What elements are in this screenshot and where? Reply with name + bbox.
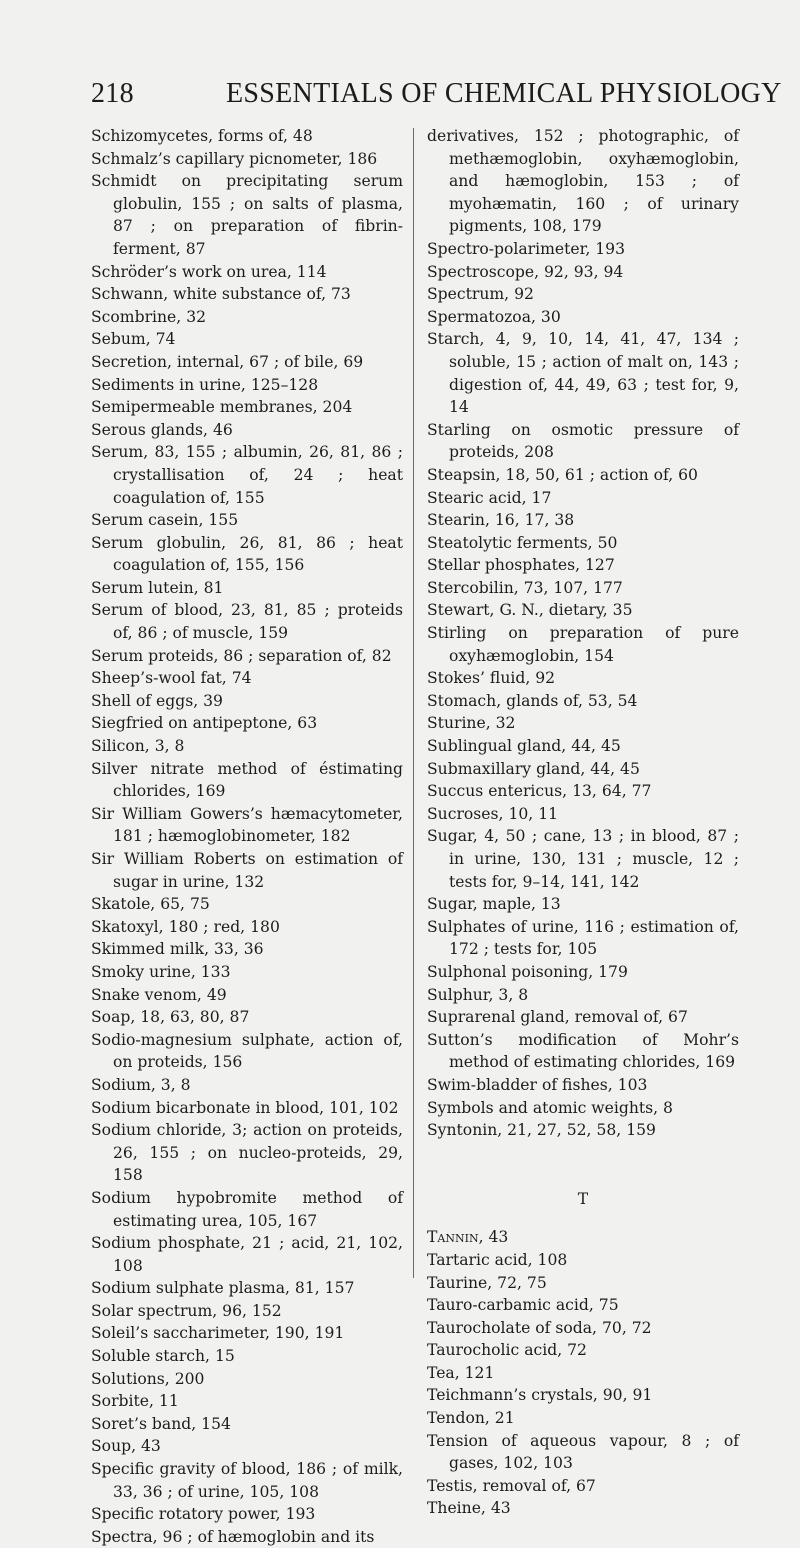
index-entry: Tendon, 21 (427, 1409, 515, 1428)
index-entry: Sutton’s modification of Mohr’s method of estimating chlorides, 169 (427, 1030, 739, 1072)
index-entry: Starch, 4, 9, 10, 14, 41, 47, 134 ; soluble, 15 ; action of malt on, 143 ; digestion of, 44, 49, 63 ; test for, 9, 14 (427, 330, 739, 417)
index-entry: Stewart, G. N., dietary, 35 (427, 601, 633, 620)
index-entry: Specific gravity of blood, 186 ; of milk, 33, 36 ; of urine, 105, 108 (91, 1460, 403, 1501)
index-entry: Silicon, 3, 8 (91, 737, 185, 756)
index-entry: Sir William Gowers’s hæmacytometer, 181 ; hæmoglobinometer, 182 (91, 804, 403, 846)
index-entry: Secretion, internal, 67 ; of bile, 69 (91, 352, 364, 371)
index-entry: Solar spectrum, 96, 152 (91, 1301, 282, 1320)
index-column-left (91, 125, 403, 1548)
index-entry: Solutions, 200 (91, 1369, 205, 1388)
running-header (0, 78, 800, 118)
index-entry: Sulphur, 3, 8 (427, 985, 529, 1004)
index-entry: Tartaric acid, 108 (427, 1250, 568, 1269)
index-entry: Sorbite, 11 (91, 1392, 179, 1411)
index-entry: Starling on osmotic pressure of proteids, 208 (427, 420, 739, 462)
index-entry: Scombrine, 32 (91, 307, 207, 326)
index-entry-head: Tannin (427, 1228, 479, 1247)
index-entry: Sugar, 4, 50 ; cane, 13 ; in blood, 87 ; in urine, 130, 131 ; muscle, 12 ; tests for, 9–14, 141, 142 (427, 827, 739, 891)
index-entry: Schwann, white substance of, 73 (91, 285, 351, 304)
index-entry: Sheep’s-wool fat, 74 (91, 669, 252, 688)
index-column-right (427, 125, 739, 1520)
index-entry: Soret’s band, 154 (91, 1414, 231, 1433)
index-entry: Stomach, glands of, 53, 54 (427, 691, 638, 710)
index-entry: Silver nitrate method of éstimating chlorides, 169 (91, 759, 403, 801)
index-entry: Schmidt on precipitating serum globulin, 155 ; on salts of plasma, 87 ; on preparation of fibrin-ferment, 87 (91, 172, 403, 258)
index-entry: Syntonin, 21, 27, 52, 58, 159 (427, 1121, 656, 1140)
index-entry: Serum proteids, 86 ; separation of, 82 (91, 646, 392, 665)
index-entry: Sodio-magnesium sulphate, action of, on proteids, 156 (91, 1030, 403, 1072)
index-entry: Sulphonal poisoning, 179 (427, 962, 628, 981)
index-entry: Taurine, 72, 75 (427, 1273, 547, 1292)
index-entry: Sodium phosphate, 21 ; acid, 21, 102, 108 (91, 1234, 403, 1275)
index-entry: Stearin, 16, 17, 38 (427, 511, 575, 530)
index-entry: Testis, removal of, 67 (427, 1476, 596, 1495)
page-number: 218 (91, 78, 134, 109)
index-entry: Siegfried on antipeptone, 63 (91, 714, 318, 733)
index-entry: Skatole, 65, 75 (91, 895, 210, 914)
index-entry: Soup, 43 (91, 1437, 161, 1456)
index-entry: Succus entericus, 13, 64, 77 (427, 782, 652, 801)
index-entry: Soleil’s saccharimeter, 190, 191 (91, 1324, 345, 1343)
index-entry: Serum casein, 155 (91, 511, 239, 530)
index-entry: Sturine, 32 (427, 714, 516, 733)
index-entry: Tension of aqueous vapour, 8 ; of gases, 102, 103 (427, 1431, 739, 1473)
index-entry: Spectrum, 92 (427, 285, 534, 304)
index-entry: Sir William Roberts on estimation of sugar in urine, 132 (91, 850, 403, 891)
section-letter-heading: T (577, 1189, 589, 1208)
index-entry: Smoky urine, 133 (91, 962, 231, 981)
index-entry: Skatoxyl, 180 ; red, 180 (91, 917, 280, 936)
index-entry: Skimmed milk, 33, 36 (91, 940, 264, 959)
index-entry: Snake venom, 49 (91, 985, 227, 1004)
index-entry: Semipermeable membranes, 204 (91, 398, 353, 417)
index-entry: Tauro-carbamic acid, 75 (427, 1296, 619, 1315)
index-entry: Spectra, 96 ; of hæmoglobin and its (91, 1527, 375, 1546)
index-entry: derivatives, 152 ; photographic, of methæmoglobin, oxyhæmoglobin, and hæmoglobin, 153 ; of myohæmatin, 160 ; of urinary pigments, 108, 179 (427, 127, 739, 236)
index-entry: Sodium, 3, 8 (91, 1075, 191, 1094)
index-entry: Submaxillary gland, 44, 45 (427, 759, 640, 778)
index-entry: Spectroscope, 92, 93, 94 (427, 262, 624, 281)
index-entry: Steapsin, 18, 50, 61 ; action of, 60 (427, 465, 698, 484)
index-entry: Tea, 121 (427, 1363, 495, 1382)
index-entry: Stearic acid, 17 (427, 488, 552, 507)
index-entry: Taurocholate of soda, 70, 72 (427, 1318, 652, 1337)
index-entry: Swim-bladder of fishes, 103 (427, 1075, 648, 1094)
index-entry: Schmalz’s capillary picnometer, 186 (91, 149, 378, 168)
index-entry: Sebum, 74 (91, 330, 176, 349)
index-entry: Shell of eggs, 39 (91, 691, 223, 710)
index-entry: Serous glands, 46 (91, 420, 233, 439)
index-entry: Serum globulin, 26, 81, 86 ; heat coagulation of, 155, 156 (91, 533, 403, 575)
index-entry: Sodium hypobromite method of estimating urea, 105, 167 (91, 1188, 403, 1230)
index-entry: Soluble starch, 15 (91, 1347, 235, 1366)
index-entry-pages: , 43 (478, 1228, 509, 1247)
index-entry: Sodium bicarbonate in blood, 101, 102 (91, 1098, 399, 1117)
index-entry: Theine, 43 (427, 1499, 511, 1518)
index-entry: Serum lutein, 81 (91, 578, 224, 597)
index-entry: Sodium chloride, 3; action on proteids, 26, 155 ; on nucleo-proteids, 29, 158 (91, 1121, 403, 1185)
index-entry: Serum, 83, 155 ; albumin, 26, 81, 86 ; crystallisation of, 24 ; heat coagulation of, 155 (91, 443, 403, 507)
index-entry: Soap, 18, 63, 80, 87 (91, 1008, 250, 1027)
index-entry: Teichmann’s crystals, 90, 91 (427, 1386, 653, 1405)
index-entry: Schizomycetes, forms of, 48 (91, 127, 313, 145)
index-entry: Sucroses, 10, 11 (427, 804, 559, 823)
index-entry: Stokes’ fluid, 92 (427, 669, 556, 688)
index-entry: Stellar phosphates, 127 (427, 556, 615, 575)
index-entry: Sodium sulphate plasma, 81, 157 (91, 1279, 355, 1298)
index-entry: Sediments in urine, 125–128 (91, 375, 319, 394)
index-entry: Schröder’s work on urea, 114 (91, 262, 327, 281)
index-entry: Sulphates of urine, 116 ; estimation of, 172 ; tests for, 105 (427, 917, 739, 959)
index-entry: Stercobilin, 73, 107, 177 (427, 578, 623, 597)
index-entry: Sublingual gland, 44, 45 (427, 737, 621, 756)
index-entry: Stirling on preparation of pure oxyhæmoglobin, 154 (427, 624, 739, 665)
index-entry: Symbols and atomic weights, 8 (427, 1098, 673, 1117)
index-entry: Serum of blood, 23, 81, 85 ; proteids of, 86 ; of muscle, 159 (91, 601, 403, 643)
column-divider (413, 128, 414, 1278)
running-title: ESSENTIALS OF CHEMICAL PHYSIOLOGY (226, 78, 782, 109)
index-entry: Spectro-polarimeter, 193 (427, 239, 626, 258)
index-entry: Specific rotatory power, 193 (91, 1505, 316, 1524)
index-entry: Steatolytic ferments, 50 (427, 533, 618, 552)
index-entry: Sugar, maple, 13 (427, 895, 561, 914)
index-entry: Suprarenal gland, removal of, 67 (427, 1008, 688, 1027)
index-entry (427, 1226, 739, 1249)
index-entry: Taurocholic acid, 72 (427, 1341, 587, 1360)
index-entry: Spermatozoa, 30 (427, 307, 561, 326)
